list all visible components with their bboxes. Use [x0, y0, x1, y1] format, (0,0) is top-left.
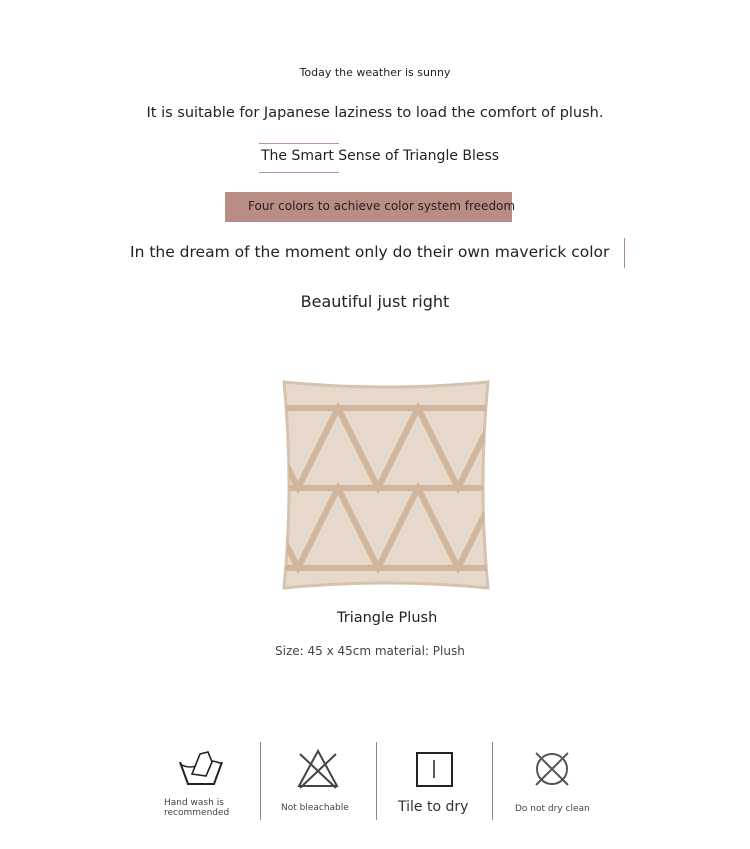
- beautiful-text: Beautiful just right: [300, 292, 450, 311]
- care-label-hand-wash: Hand wash is recommended: [164, 798, 230, 818]
- dream-text: In the dream of the moment only do their own maverick color: [130, 243, 610, 261]
- not-bleachable-icon: [296, 748, 340, 790]
- product-spec: Size: 45 x 45cm material: Plush: [275, 644, 465, 658]
- no-dry-clean-icon: [533, 750, 571, 788]
- tile-dry-icon: [415, 751, 455, 789]
- hand-wash-icon: [178, 750, 224, 788]
- care-label-not-bleachable: Not bleachable: [281, 803, 349, 813]
- product-name: Triangle Plush: [337, 610, 438, 626]
- care-divider: [492, 742, 493, 820]
- care-divider: [376, 742, 377, 820]
- care-label-no-dry-clean: Do not dry clean: [515, 804, 590, 814]
- divider: [624, 238, 625, 268]
- tagline: It is suitable for Japanese laziness to load the comfort of plush.: [146, 105, 604, 121]
- banner: [225, 192, 516, 222]
- title-line-bottom: [259, 172, 339, 173]
- care-divider: [260, 742, 261, 820]
- section-title: The Smart Sense of Triangle Bless: [261, 148, 500, 164]
- weather-text: Today the weather is sunny: [299, 66, 451, 79]
- pillow-image: [278, 378, 494, 592]
- title-line-top: [259, 143, 339, 144]
- care-label-tile-dry: Tile to dry: [398, 799, 469, 815]
- banner-text: Four colors to achieve color system freedom: [248, 199, 516, 213]
